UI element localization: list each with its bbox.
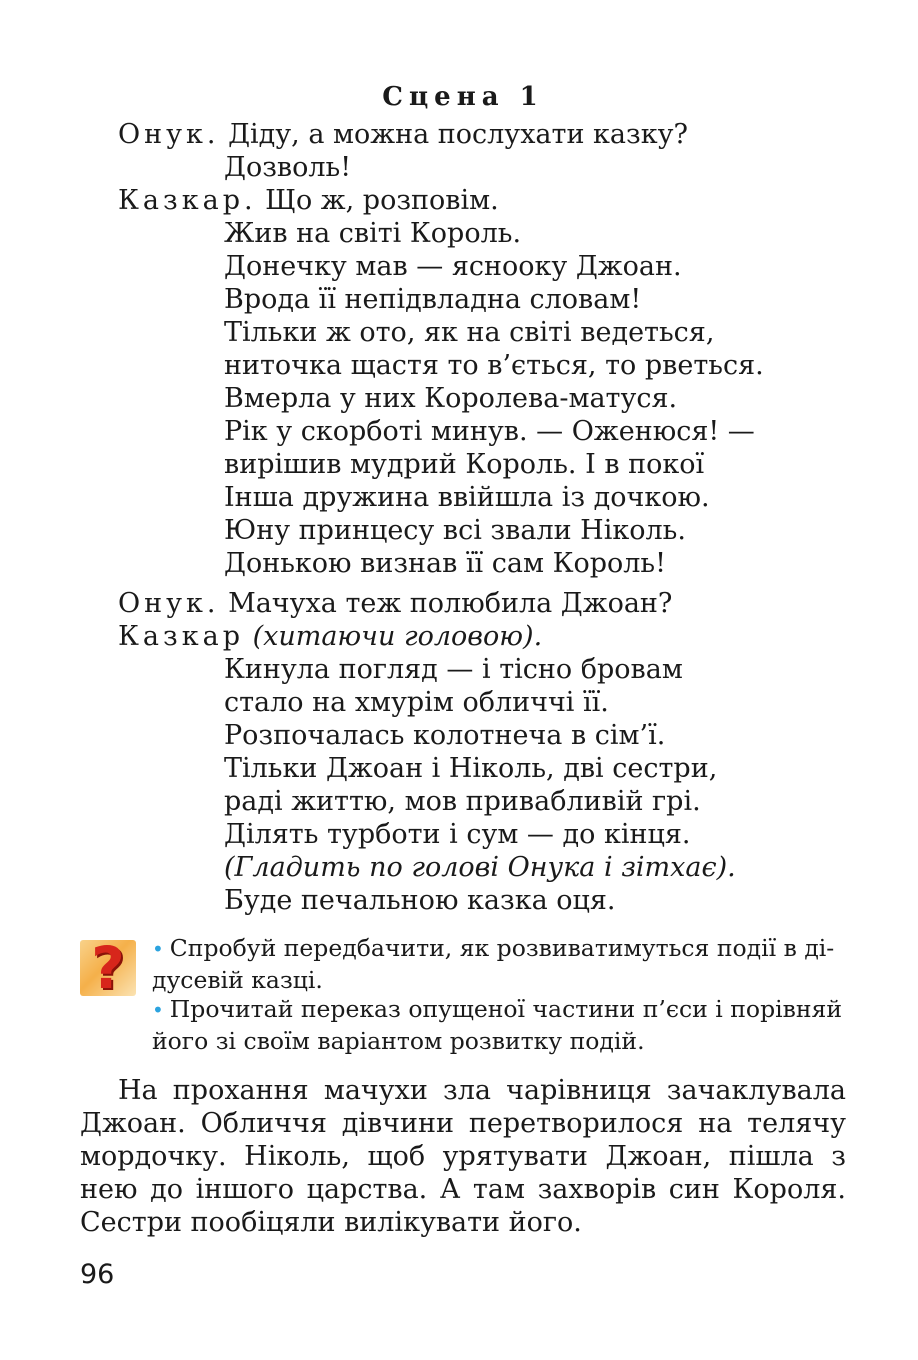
task-line xyxy=(152,933,848,965)
dialogue-line-kazkar-1 xyxy=(118,184,499,217)
verse-line: Інша дружина ввійшла із дочкою. xyxy=(224,482,710,513)
verse-line: вирішив мудрий Король. І в покої xyxy=(224,449,705,480)
task-line: дусевій казці. xyxy=(152,966,323,994)
verse-line: ниточка щастя то в’ється, то рветься. xyxy=(224,350,764,381)
verse-line: Кинула погляд — і тісно бровам xyxy=(224,654,683,685)
speaker-onuk: Онук. xyxy=(118,119,220,150)
stage-direction: (Гладить по голові Онука і зітхає). xyxy=(224,852,736,883)
verse-line: Дозволь! xyxy=(224,152,352,183)
dialogue-line-kazkar-2 xyxy=(118,620,542,653)
verse-line: Врода її непідвладна словам! xyxy=(224,284,642,315)
dialogue-line-onuk-1 xyxy=(118,118,688,151)
verse-line: Жив на світі Король. xyxy=(224,218,522,249)
task-line xyxy=(152,994,848,1026)
verse-line: Донькою визнав її сам Король! xyxy=(224,548,666,579)
speaker-onuk: Онук. xyxy=(118,588,220,619)
dialogue-line-onuk-2 xyxy=(118,587,672,620)
verse-line: Ділять турботи і сум — до кінця. xyxy=(224,819,691,850)
question-mark-icon xyxy=(80,940,136,996)
scene-title: Сцена 1 xyxy=(382,82,544,112)
task-item-1 xyxy=(152,933,848,996)
line-text: Мачуха теж полюбила Джоан? xyxy=(219,588,673,619)
line-text: Що ж, розповім. xyxy=(256,185,499,216)
verse-line: Тільки ж ото, як на світі ведеться, xyxy=(224,317,715,348)
verse-line: стало на хмурім обличчі її. xyxy=(224,687,609,718)
speaker-kazkar: Казкар xyxy=(118,621,244,652)
verse-line: Юну принцесу всі звали Ніколь. xyxy=(224,515,686,546)
bullet-icon: • xyxy=(152,937,164,961)
summary-paragraph: На прохання мачухи зла чарівниця зачаклувала Джоан. Обличчя дівчини перетворилося на телячу мордочку. Ніколь, щоб урятувати Джоан, пішла з нею до іншого царства. А там захворів син Короля. Сестри пообіцяли вилікувати його. xyxy=(80,1075,846,1238)
stage-direction: (хитаючи головою). xyxy=(243,621,543,652)
verse-line: Донечку мав — яснооку Джоан. xyxy=(224,251,682,282)
task-item-2 xyxy=(152,994,848,1057)
verse-line: Тільки Джоан і Ніколь, дві сестри, xyxy=(224,753,718,784)
verse-line: Вмерла у них Королева-матуся. xyxy=(224,383,678,414)
speaker-kazkar: Казкар. xyxy=(118,185,257,216)
verse-line: Рік у скорботі минув. — Оженюся! — xyxy=(224,416,755,447)
page-number: 96 xyxy=(80,1259,115,1290)
question-mark-glyph: ? xyxy=(91,940,125,996)
line-text: Діду, а можна послухати казку? xyxy=(219,119,688,150)
verse-line: Буде печальною казка оця. xyxy=(224,885,616,916)
task-text: Прочитай переказ опущеної частини п’єси і порівняй xyxy=(169,995,843,1023)
task-text: Спробуй передбачити, як розвиватимуться події в ді- xyxy=(169,934,835,962)
task-line: його зі своїм варіантом розвитку подій. xyxy=(152,1027,645,1055)
bullet-icon: • xyxy=(152,998,164,1022)
verse-line: Розпочалась колотнеча в сім’ї. xyxy=(224,720,666,751)
verse-line: раді життю, мов привабливій грі. xyxy=(224,786,701,817)
